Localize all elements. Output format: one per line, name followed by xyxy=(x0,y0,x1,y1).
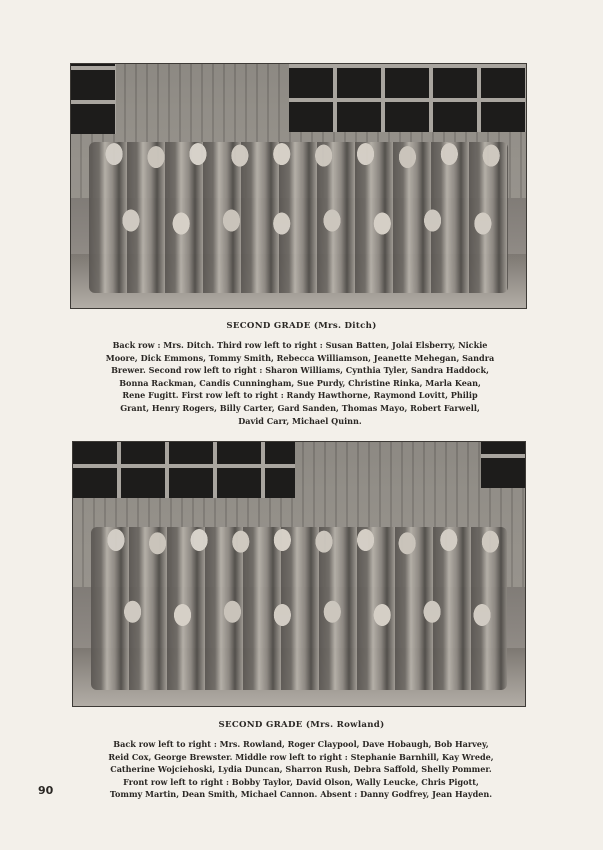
photo-window xyxy=(289,64,526,132)
section-title-rowland: SECOND GRADE (Mrs. Rowland) xyxy=(218,720,385,730)
photo-window xyxy=(71,64,116,134)
photo-window xyxy=(481,442,525,488)
caption-line: Back row : Mrs. Ditch. Third row left to right : Susan Batten, Jolai Elsberry, Nickie xyxy=(112,340,488,350)
class-photo-ditch xyxy=(70,63,527,309)
caption-line: Brewer. Second row left to right : Sharon Williams, Cynthia Tyler, Sandra Haddock, xyxy=(111,365,489,376)
caption-line: David Carr, Michael Quinn. xyxy=(238,415,362,426)
caption-line: Rene Fugitt. First row left to right : Randy Hawthorne, Raymond Lovitt, Philip xyxy=(122,390,478,401)
class-photo-rowland xyxy=(72,441,526,707)
caption-line: Back row left to right : Mrs. Rowland, Roger Claypool, Dave Hobaugh, Bob Harvey, xyxy=(113,739,489,749)
caption-line: Reid Cox, George Brewster. Middle row left to right : Stephanie Barnhill, Kay Wrede, xyxy=(108,751,494,762)
caption-line: Bonna Rackman, Candis Cunningham, Sue Purdy, Christine Rinka, Marla Kean, xyxy=(119,377,481,388)
caption-line: Catherine Wojciehoski, Lydia Duncan, Sharron Rush, Debra Saffold, Shelly Pommer. xyxy=(110,764,492,775)
caption-ditch xyxy=(90,339,510,427)
caption-line: Moore, Dick Emmons, Tommy Smith, Rebecca Williamson, Jeanette Mehegan, Sandra xyxy=(105,352,495,363)
photo-window xyxy=(73,442,295,498)
photo-students xyxy=(91,527,507,691)
section-title-ditch: SECOND GRADE (Mrs. Ditch) xyxy=(226,321,377,331)
photo-students xyxy=(89,142,508,293)
caption-rowland xyxy=(86,738,516,801)
caption-line: Front row left to right : Bobby Taylor, David Olson, Wally Leucke, Chris Pigott, xyxy=(123,776,479,787)
caption-line: Grant, Henry Rogers, Billy Carter, Gard Sanden, Thomas Mayo, Robert Farwell, xyxy=(120,402,480,413)
page-number: 90 xyxy=(38,784,54,797)
caption-line: Tommy Martin, Dean Smith, Michael Cannon. Absent : Danny Godfrey, Jean Hayden. xyxy=(109,789,493,800)
